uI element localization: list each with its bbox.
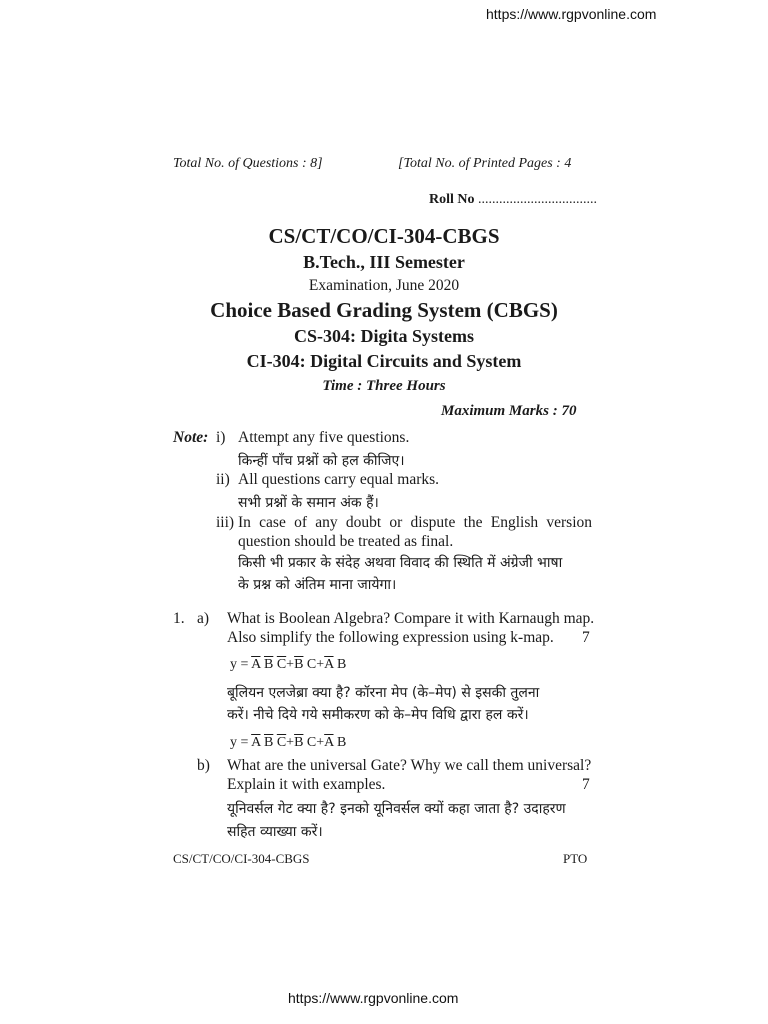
eq-term-b-bar: $\overline{B}$ <box>263 657 274 672</box>
note-hi-3a: किसी भी प्रकार के संदेह अथवा विवाद की स्थिति में अंग्रेजी भाषा <box>238 555 563 571</box>
eq2-y: y = <box>230 735 249 750</box>
note-en-2: All questions carry equal marks. <box>238 471 440 488</box>
q1b-hindi-2: सहित व्याख्या करें। <box>227 824 323 840</box>
grading-system: Choice Based Grading System (CBGS) <box>210 298 558 322</box>
q1a-text-2: Also simplify the following expression using k-map. <box>227 629 554 646</box>
footer-url[interactable]: https://www.rgpvonline.com <box>288 990 459 1006</box>
note-num-1: i) <box>216 429 226 446</box>
paper-code: CS/CT/CO/CI-304-CBGS <box>268 224 500 248</box>
eq-y: y = <box>230 657 249 672</box>
note-hi-3b: के प्रश्न को अंतिम माना जायेगा। <box>238 577 397 593</box>
eq-term-c: C <box>306 657 317 672</box>
eq-term-b: B <box>337 657 347 672</box>
eq2-term-c: C <box>306 735 317 750</box>
eq2-term-c-bar: $\overline{C}$ <box>276 735 287 750</box>
eq2-term-b-bar: $\overline{B}$ <box>263 735 274 750</box>
eq-term-a-bar: $\overline{A}$ <box>251 657 261 672</box>
equation-2 <box>230 735 346 751</box>
q1a-label: a) <box>197 610 210 627</box>
q1b-text-1: What are the universal Gate? Why we call them universal? <box>227 757 592 774</box>
eq2-term-a-bar: $\overline{A}$ <box>251 735 261 750</box>
subject-ci304: CI-304: Digital Circuits and System <box>246 351 522 371</box>
roll-no-label: Roll No <box>429 192 475 207</box>
note-hi-2: सभी प्रश्नों के समान अंक हैं। <box>238 495 379 511</box>
equation-1 <box>230 657 346 673</box>
eq2-plus-2: + <box>316 735 325 750</box>
q1b-marks: 7 <box>582 776 590 793</box>
footer-pto: PTO <box>563 851 588 866</box>
note-num-2: ii) <box>216 471 230 488</box>
q1b-text-2: Explain it with examples. <box>227 776 386 793</box>
eq2-term-b-bar-2: $\overline{B}$ <box>294 735 304 750</box>
roll-no <box>429 192 597 208</box>
eq-term-a-bar-2: $\overline{A}$ <box>324 657 334 672</box>
question-number: 1. <box>173 610 185 627</box>
exam-time: Time : Three Hours <box>322 378 446 394</box>
q1a-hindi-2: करें। नीचे दिये गये समीकरण को के–मेप विधि द्वारा हल करें। <box>227 707 529 723</box>
q1a-text-1: What is Boolean Algebra? Compare it with Karnaugh map. <box>227 610 595 627</box>
note-num-3: iii) <box>216 514 235 531</box>
total-questions: Total No. of Questions : 8] <box>173 156 323 171</box>
footer-paper-code: CS/CT/CO/CI-304-CBGS <box>173 851 310 866</box>
eq-term-b-bar-2: $\overline{B}$ <box>294 657 304 672</box>
q1b-hindi-1: यूनिवर्सल गेट क्या है? इनको यूनिवर्सल क्यों कहा जाता है? उदाहरण <box>227 801 566 817</box>
note-en-3b: question should be treated as final. <box>238 533 454 550</box>
q1b-label: b) <box>197 757 210 774</box>
eq2-plus-1: + <box>286 735 295 750</box>
note-hi-1: किन्हीं पाँच प्रश्नों को हल कीजिए। <box>238 453 405 469</box>
roll-no-dots: .................................. <box>478 192 597 207</box>
maximum-marks: Maximum Marks : 70 <box>441 403 577 419</box>
note-en-3a: In case of any doubt or dispute the English version <box>238 514 592 531</box>
header-url[interactable]: https://www.rgpvonline.com <box>486 6 657 22</box>
eq-term-c-bar: $\overline{C}$ <box>276 657 287 672</box>
course-title: B.Tech., III Semester <box>303 252 465 272</box>
q1a-marks: 7 <box>582 629 590 646</box>
note-en-1: Attempt any five questions. <box>238 429 410 446</box>
total-pages: [Total No. of Printed Pages : 4 <box>398 156 572 171</box>
exam-session: Examination, June 2020 <box>308 277 460 294</box>
note-label: Note: <box>173 429 209 446</box>
subject-cs304: CS-304: Digita Systems <box>294 326 474 346</box>
eq-plus-2: + <box>316 657 325 672</box>
eq2-term-a-bar-2: $\overline{A}$ <box>324 735 334 750</box>
q1a-hindi-1: बूलियन एलजेब्रा क्या है? कॉरना मेप (के–मेप) से इसकी तुलना <box>227 685 540 701</box>
eq-plus-1: + <box>286 657 295 672</box>
eq2-term-b: B <box>337 735 347 750</box>
